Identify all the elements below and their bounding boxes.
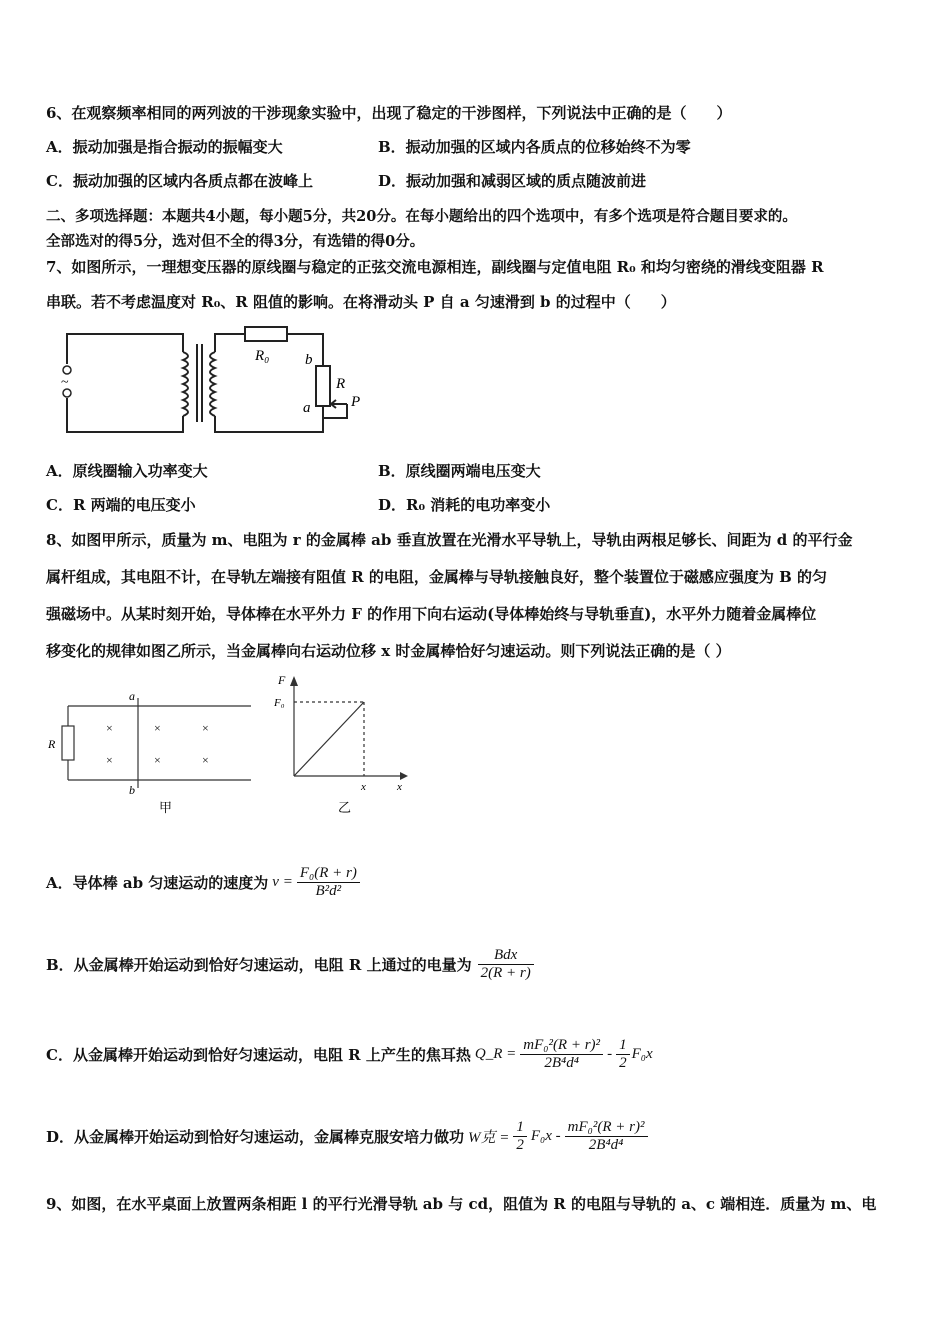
q8-option-d-mid: F₀x - <box>530 1127 561 1144</box>
section2-line1: 二、多项选择题：本题共4小题，每小题5分，共20分。在每小题给出的四个选项中，有多个选项是符合题目要求的。 <box>46 208 797 225</box>
ac-terminal-bottom <box>63 389 71 397</box>
field-cross: × <box>106 721 113 735</box>
q8-stem-line3: 强磁场中。从某时刻开始，导体棒在水平外力 F 的作用下向右运动(导体棒始终与导轨垂直)，水平外力随着金属棒位 <box>46 605 817 623</box>
caption-jia: 甲 <box>159 800 173 815</box>
axis-label-x: x <box>397 781 402 793</box>
tick-label-f0: F₀ <box>274 697 285 709</box>
q8-option-c-fraction <box>520 1037 603 1072</box>
q8-option-a <box>46 858 360 906</box>
q8-stem-line4: 移变化的规律如图乙所示，当金属棒向右运动位移 x 时金属棒恰好匀速运动。则下列说法正确的是（ ） <box>46 642 731 660</box>
q7-transformer-figure <box>55 322 365 440</box>
field-cross: × <box>154 721 161 735</box>
q9-stem-line1: 9、如图，在水平桌面上放置两条相距 l 的平行光滑导轨 ab 与 cd，阻值为 R 的电阻与导轨的 a、c 端相连．质量为 m、电 <box>46 1195 877 1213</box>
q8-option-c-half <box>616 1037 630 1072</box>
q6-option-a: A．振动加强是指合振动的振幅变大 <box>46 138 283 156</box>
label-r: R <box>336 376 346 392</box>
q7-stem-line2: 串联。若不考虑温度对 R₀、R 阻值的影响。在将滑动头 P 自 a 匀速滑到 b 的过程中（ ） <box>46 293 676 311</box>
q8-option-d-numerator: mF₀²(R + r)² <box>565 1119 648 1137</box>
q8-option-a-numerator: F₀(R + r) <box>297 865 360 883</box>
label-p: P <box>351 394 361 410</box>
q7-option-c: C．R 两端的电压变小 <box>46 496 196 514</box>
q8-option-b-text: B．从金属棒开始运动到恰好匀速运动，电阻 R 上通过的电量为 <box>46 955 472 974</box>
q8-option-c-tail: F₀x <box>631 1045 653 1062</box>
q8-option-a-fraction <box>297 865 360 900</box>
field-cross: × <box>154 753 161 767</box>
q8-option-b-fraction <box>478 947 534 982</box>
q8-figure-yi <box>270 668 410 818</box>
label-r0: R₀ <box>255 348 270 364</box>
q8-option-d-half-denominator: 2 <box>516 1136 524 1153</box>
caption-yi: 乙 <box>338 800 352 815</box>
q8-option-c-denominator: 2B⁴d⁴ <box>544 1054 579 1071</box>
q8-option-c-half-numerator: 1 <box>616 1037 630 1055</box>
q8-option-c-lhs: Q_R = <box>474 1045 517 1062</box>
q8-option-c-text: C．从金属棒开始运动到恰好匀速运动，电阻 R 上产生的焦耳热 <box>46 1045 471 1064</box>
q6-option-c: C．振动加强的区域内各质点都在波峰上 <box>46 172 313 190</box>
q8-option-d-denominator: 2B⁴d⁴ <box>588 1136 624 1153</box>
q8-option-b-denominator: 2(R + r) <box>480 964 531 981</box>
ac-source-symbol: ~ <box>61 375 69 390</box>
q8-option-d-text: D．从金属棒开始运动到恰好匀速运动，金属棒克服安培力做功 <box>46 1127 465 1146</box>
tick-label-x: x <box>361 781 366 793</box>
q7-option-d: D．R₀ 消耗的电功率变小 <box>378 496 551 514</box>
q8-stem-line1: 8、如图甲所示，质量为 m、电阻为 r 的金属棒 ab 垂直放置在光滑水平导轨上，导轨由两根足够长、间距为 d 的平行金 <box>46 531 853 549</box>
axis-label-f: F <box>278 673 286 687</box>
q8-option-d-half <box>513 1119 527 1154</box>
q8-option-c-half-denominator: 2 <box>619 1054 627 1071</box>
section2-line2: 全部选对的得5分，选对但不全的得3分，有选错的得0分。 <box>46 233 425 250</box>
label-a: a <box>303 400 311 416</box>
q6-option-b: B．振动加强的区域内各质点的位移始终不为零 <box>378 138 691 156</box>
field-cross: × <box>202 721 209 735</box>
q8-figure-jia <box>46 688 256 818</box>
q6-stem: 6、在观察频率相同的两列波的干涉现象实验中，出现了稳定的干涉图样，下列说法中正确的是（ ） <box>46 104 732 122</box>
q8-option-c-minus: - <box>607 1045 613 1062</box>
q8-option-b-numerator: Bdx <box>478 947 534 965</box>
q8-option-d <box>46 1110 648 1162</box>
q7-option-a: A．原线圈输入功率变大 <box>46 462 208 480</box>
rod-label-a: a <box>129 689 135 703</box>
q8-option-d-lhs: W克 = <box>468 1129 510 1146</box>
field-cross: × <box>202 753 209 767</box>
q8-option-b <box>46 938 534 990</box>
q8-option-a-denominator: B²d² <box>315 882 342 899</box>
q8-option-a-text: A．导体棒 ab 匀速运动的速度为 <box>46 873 269 892</box>
q8-option-c-numerator: mF₀²(R + r)² <box>520 1037 603 1055</box>
label-b: b <box>305 352 313 368</box>
q6-option-d: D．振动加强和减弱区域的质点随波前进 <box>378 172 647 190</box>
resistor-label-r: R <box>48 737 56 751</box>
ac-terminal-top <box>63 366 71 374</box>
q7-stem-line1: 7、如图所示，一理想变压器的原线圈与稳定的正弦交流电源相连，副线圈与定值电阻 R₀ 和均匀密绕的滑线变阻器 R <box>46 258 824 276</box>
q8-option-d-fraction <box>565 1119 648 1154</box>
q8-stem-line2: 属杆组成，其电阻不计，在导轨左端接有阻值 R 的电阻，金属棒与导轨接触良好，整个装置位于磁感应强度为 B 的匀 <box>46 568 828 586</box>
rod-label-b: b <box>129 783 135 797</box>
q8-option-d-half-numerator: 1 <box>513 1119 527 1137</box>
q8-option-c <box>46 1028 653 1080</box>
q7-option-b: B．原线圈两端电压变大 <box>378 462 541 480</box>
q8-option-a-lhs: v = <box>272 873 293 890</box>
field-cross: × <box>106 753 113 767</box>
